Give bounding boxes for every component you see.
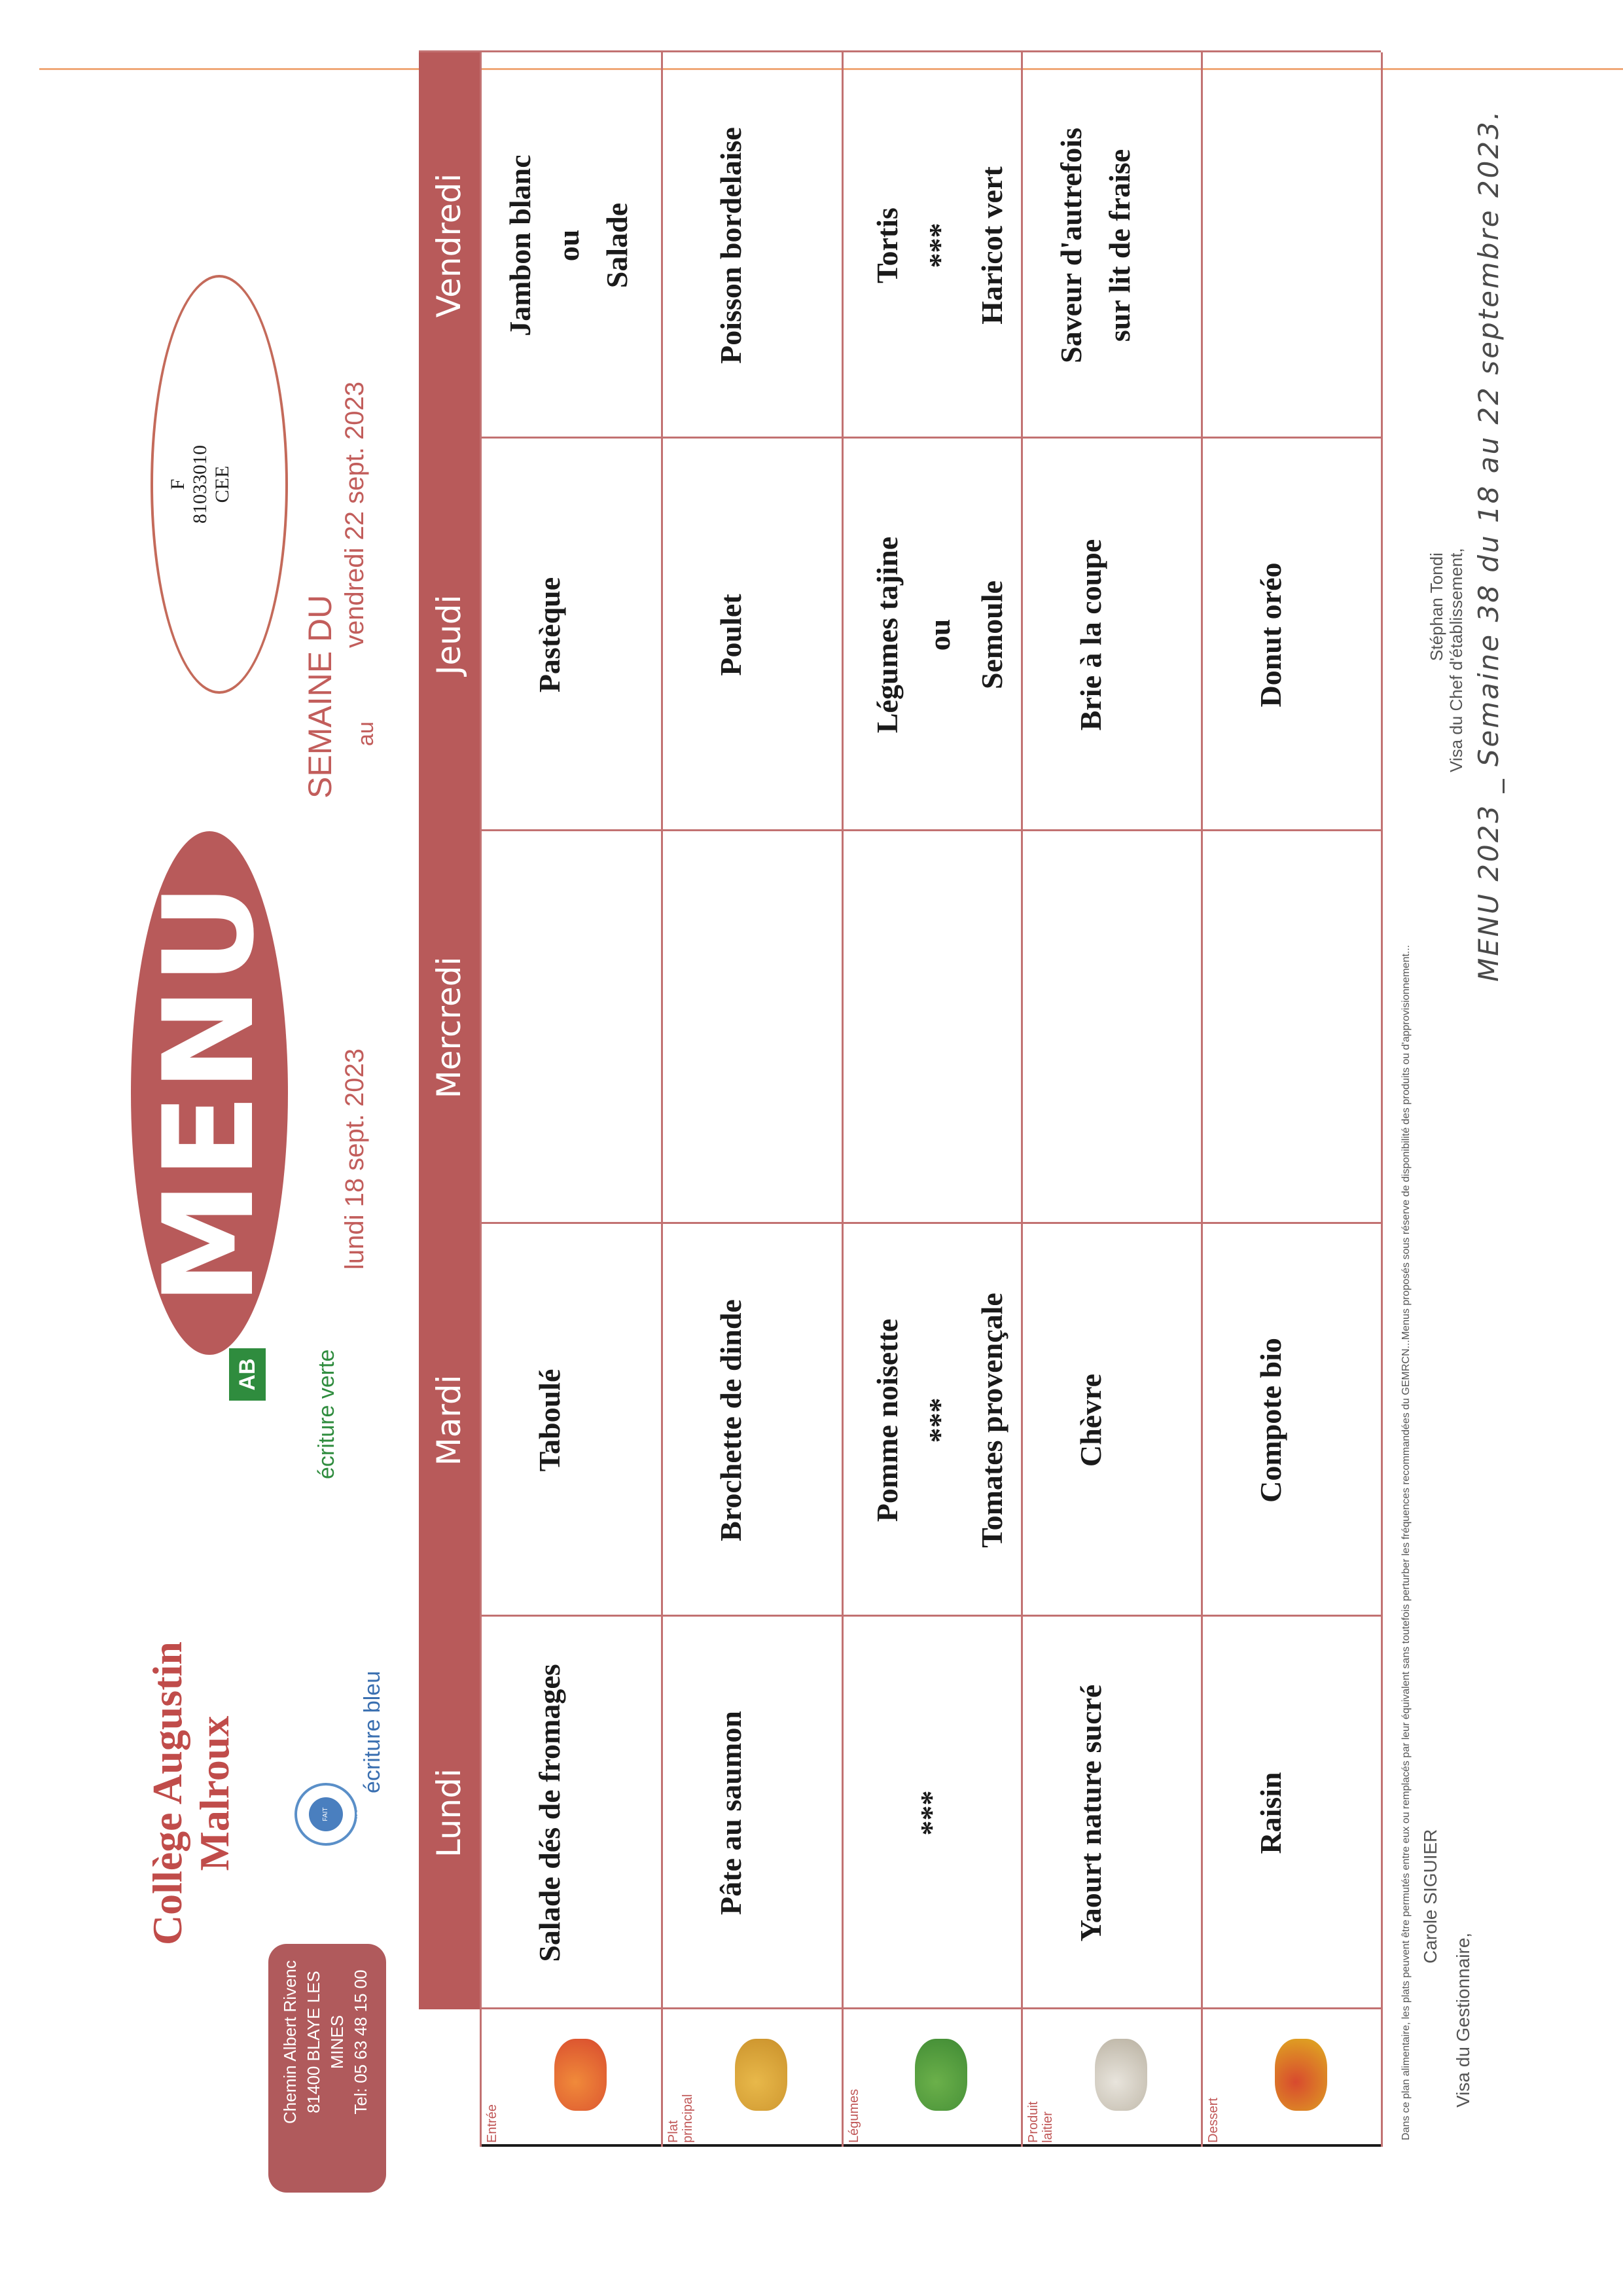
- menu-item: Raisin: [1254, 1772, 1287, 1854]
- grid-row-line: [480, 52, 482, 2147]
- food-picture-plat: [735, 2039, 787, 2111]
- menu-item: Chèvre: [1074, 1373, 1107, 1467]
- week-au: au: [353, 721, 378, 746]
- school-name: [144, 1610, 238, 1977]
- week-end-date: vendredi 22 sept. 2023: [340, 382, 369, 648]
- legend-ecriture-verte: écriture verte: [314, 1349, 339, 1479]
- menu-item: Pâte au saumon: [714, 1711, 747, 1915]
- stamp-line-1: F: [167, 478, 188, 490]
- menu-item: Poulet: [714, 594, 747, 676]
- day-header-mercredi: Mercredi: [430, 956, 468, 1099]
- menu-item: Brie à la coupe: [1074, 539, 1107, 731]
- menu-title: MENU: [137, 880, 281, 1306]
- approval-stamp-text: [167, 439, 234, 530]
- week-start-date: lundi 18 sept. 2023: [340, 1048, 369, 1270]
- chef-name: Stéphan Tondi: [1427, 552, 1446, 661]
- menu-cell-entree-lundi: [526, 1617, 574, 2009]
- footnote: Dans ce plan alimentaire, les plats peuvent être permutés entre eux ou remplacés par leur équivalent sans toutefois perturber les fréquences recommandées du GEMRCN...Menus proposés sous réserve de disponibilité des produits ou d'approvisionnement...: [1400, 944, 1412, 2140]
- week-label: SEMAINE DU: [302, 594, 338, 798]
- food-picture-laitier: [1095, 2039, 1147, 2111]
- menu-cell-laitier-jeudi: [1067, 439, 1115, 831]
- menu-item: Semoule: [975, 580, 1008, 690]
- day-header-mardi: Mardi: [430, 1374, 468, 1466]
- address-line-1: Chemin Albert Rivenc: [280, 1960, 300, 2124]
- handwritten-note: MENU 2023 _ Semaine 38 du 18 au 22 septembre 2023.: [1472, 109, 1505, 982]
- menu-cell-laitier-lundi: [1067, 1617, 1115, 2009]
- menu-item: Jambon blanc: [503, 154, 537, 336]
- menu-cell-laitier-vendredi: [1047, 52, 1144, 439]
- menu-item: Taboulé: [533, 1369, 566, 1472]
- menu-item: Poisson bordelaise: [714, 127, 747, 364]
- menu-item: Tomates provençale: [975, 1293, 1008, 1548]
- menu-item: Pomme noisette: [870, 1318, 904, 1522]
- menu-cell-plat-lundi: [707, 1617, 755, 2009]
- menu-cell-legumes-lundi: [907, 1617, 955, 2009]
- category-label-entree: Entrée: [485, 2104, 499, 2143]
- day-header-lundi: Lundi: [430, 1768, 468, 1857]
- menu-item: Saveur d'autrefois: [1054, 128, 1088, 363]
- gestionnaire-name: Carole SIGUIER: [1420, 1829, 1440, 1964]
- menu-cell-entree-jeudi: [526, 439, 574, 831]
- stamp-line-3: CEE: [211, 465, 233, 503]
- menu-cell-legumes-jeudi: [861, 439, 1018, 831]
- menu-item: Légumes tajine: [870, 536, 904, 734]
- menu-cell-plat-jeudi: [707, 439, 755, 831]
- grid-left-rule: [480, 2144, 1381, 2147]
- menu-item: Pastèque: [533, 577, 566, 693]
- menu-cell-laitier-mardi: [1067, 1224, 1115, 1617]
- menu-item: ou: [552, 229, 585, 262]
- menu-cell-dessert-jeudi: [1247, 439, 1295, 831]
- phone: Tel: 05 63 48 15 00: [351, 1969, 370, 2115]
- ab-organic-logo: AB: [229, 1348, 266, 1401]
- fait-maison-logo-text: FAIT MAISON: [309, 1797, 343, 1831]
- grid-row-line: [661, 52, 663, 2147]
- grid-row-line: [1021, 52, 1023, 2147]
- menu-item: Tortis: [870, 207, 904, 283]
- menu-page: [46, 0, 1512, 2212]
- menu-item: Compote bio: [1254, 1338, 1287, 1503]
- menu-item: Salade: [600, 202, 633, 289]
- address-line-2: 81400 BLAYE LES MINES: [304, 1971, 347, 2113]
- category-label-laitier: Produit laitier: [1026, 2101, 1055, 2143]
- menu-item: Yaourt nature sucré: [1074, 1684, 1107, 1942]
- stamp-line-2: 81033010: [189, 445, 211, 524]
- school-name-line-1: Collège Augustin: [144, 1641, 190, 1946]
- menu-cell-plat-vendredi: [707, 52, 755, 439]
- menu-grid: [419, 52, 1381, 2147]
- day-header-vendredi: Vendredi: [430, 173, 468, 318]
- menu-item: ***: [923, 223, 956, 268]
- menu-item: Donut oréo: [1254, 562, 1287, 708]
- school-address: [278, 1950, 372, 2134]
- menu-item: ***: [914, 1790, 948, 1836]
- menu-item: Brochette de dinde: [714, 1299, 747, 1541]
- menu-cell-dessert-mardi: [1247, 1224, 1295, 1617]
- grid-row-line: [842, 52, 844, 2147]
- category-label-legumes: Légumes: [847, 2089, 861, 2143]
- menu-item: ***: [923, 1397, 956, 1443]
- menu-item: ou: [923, 619, 956, 651]
- food-picture-legumes: [915, 2039, 967, 2111]
- food-picture-entree: [554, 2039, 607, 2111]
- menu-item: Salade dés de fromages: [533, 1664, 566, 1962]
- legend-ecriture-bleu: écriture bleu: [360, 1670, 385, 1793]
- visa-gestionnaire: Visa du Gestionnaire,: [1453, 1932, 1473, 2108]
- school-name-line-2: Malroux: [191, 1715, 238, 1871]
- menu-cell-plat-mardi: [707, 1224, 755, 1617]
- menu-cell-dessert-lundi: [1247, 1617, 1295, 2009]
- visa-chef: Visa du Chef d'établissement,: [1446, 548, 1466, 772]
- fait-maison-logo: [294, 1783, 363, 1846]
- menu-cell-legumes-vendredi: [861, 52, 1018, 439]
- menu-item: sur lit de fraise: [1103, 149, 1136, 342]
- day-header-jeudi: Jeudi: [430, 594, 468, 675]
- grid-row-line: [1381, 52, 1383, 2147]
- category-label-dessert: Dessert: [1206, 2098, 1221, 2143]
- menu-cell-legumes-mardi: [861, 1224, 1018, 1617]
- menu-item: Haricot vert: [975, 166, 1008, 325]
- grid-row-line: [1201, 52, 1203, 2147]
- category-label-plat: Plat principal: [666, 2094, 695, 2143]
- menu-cell-entree-vendredi: [496, 52, 641, 439]
- menu-cell-entree-mardi: [526, 1224, 574, 1617]
- food-picture-dessert: [1275, 2039, 1327, 2111]
